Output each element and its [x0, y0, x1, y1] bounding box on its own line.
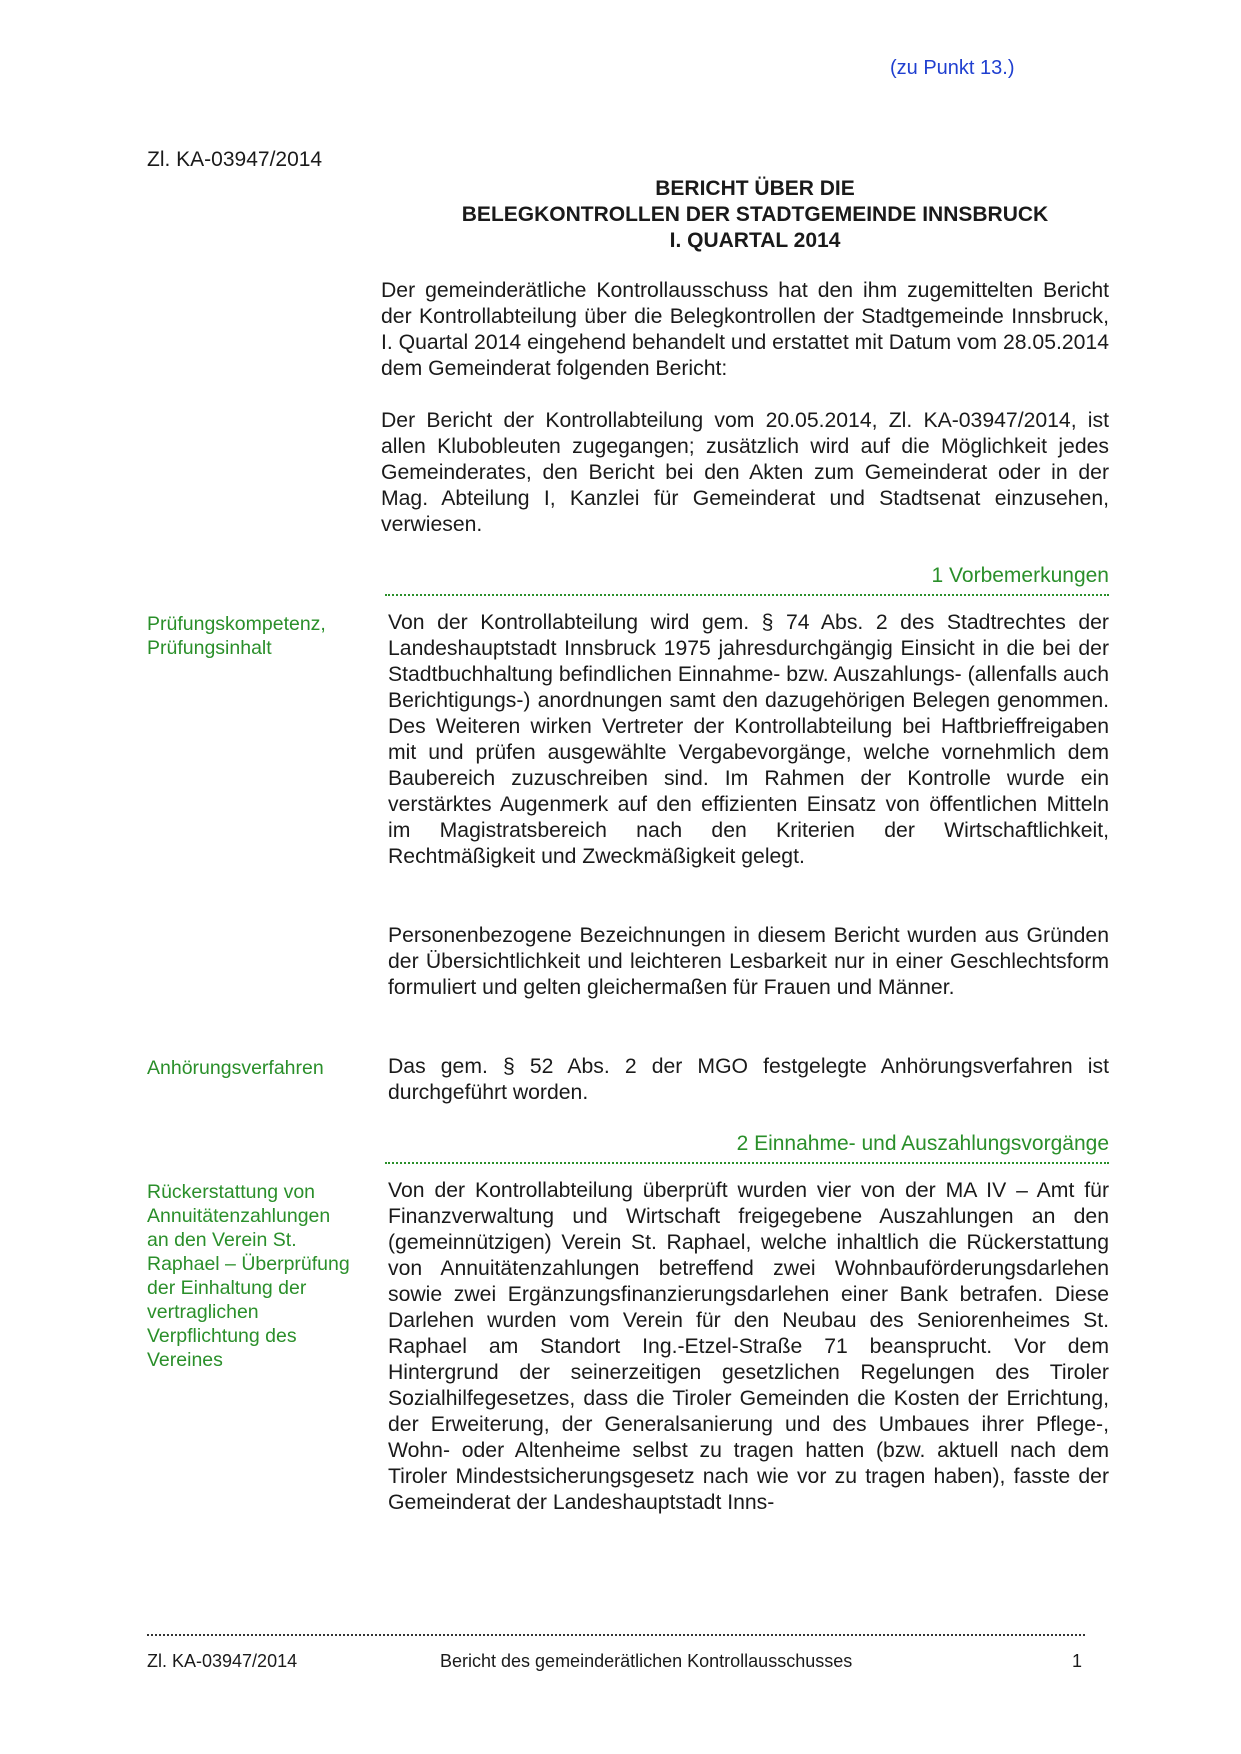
- file-reference: Zl. KA-03947/2014: [147, 148, 323, 171]
- footer-divider: [147, 1634, 1085, 1636]
- section-1-heading: 1 Vorbemerkungen: [385, 564, 1109, 596]
- intro-paragraph-1: Der gemeinderätliche Kontrollausschuss hat den ihm zugemittelten Bericht der Kontrollabteilung über die Belegkontrollen der Stadtgemeinde Innsbruck, I. Quartal 2014 eingehend behandelt und erstattet mit Datum vom 28.05.2014 dem Gemeinderat folgenden Bericht:: [381, 279, 1109, 380]
- margin-note-rueckerstattung: Rückerstattung von Annuitätenzahlungen an den Verein St. Raphael – Überprüfung der Einhaltung der vertraglichen Verpflichtung des Vereines: [147, 1181, 350, 1371]
- agenda-reference: (zu Punkt 13.): [890, 57, 1015, 79]
- section-1-paragraph-2: Personenbezogene Bezeichnungen in diesem Bericht wurden aus Gründen der Übersichtlichkeit und leichteren Lesbarkeit nur in einer Geschlechtsform formuliert und gelten gleichermaßen für Frauen und Männer.: [388, 924, 1109, 999]
- title-line-1: BERICHT ÜBER DIE: [655, 177, 855, 200]
- margin-note-anhoerungsverfahren: Anhörungsverfahren: [147, 1057, 324, 1079]
- section-1-paragraph-3: Das gem. § 52 Abs. 2 der MGO festgelegte Anhörungsverfahren ist durchgeführt worden.: [388, 1055, 1109, 1104]
- footer-title: Bericht des gemeinderätlichen Kontrollausschusses: [440, 1651, 853, 1671]
- section-2-paragraph-1: Von der Kontrollabteilung überprüft wurden vier von der MA IV – Amt für Finanzverwaltung und Wirtschaft freigegebene Auszahlungen an den (gemeinnützigen) Verein St. Raphael, welche inhaltlich die Rückerstattung von Annuitätenzahlungen betreffend zwei Wohnbauförderungsdarlehen sowie zwei Ergänzungsfinanzierungsdarlehen einer Bank betrafen. Diese Darlehen wurden vom Verein für den Neubau des Seniorenheimes St. Raphael am Standort Ing.-Etzel-Straße 71 beansprucht. Vor dem Hintergrund der seinerzeitigen gesetzlichen Regelungen des Tiroler Sozialhilfegesetzes, dass die Tiroler Gemeinden die Kosten der Errichtung, der Erweiterung, der Generalsanierung und des Umbaues ihrer Pflege-, Wohn- oder Altenheime selbst zu tragen hatten (bzw. aktuell nach dem Tiroler Mindestsicherungsgesetz nach wie vor zu tragen haben), fasste der Gemeinderat der Landeshauptstadt Inns-: [388, 1179, 1109, 1514]
- section-2-heading: 2 Einnahme- und Auszahlungsvorgänge: [385, 1132, 1109, 1164]
- intro-paragraph-2: Der Bericht der Kontrollabteilung vom 20.05.2014, Zl. KA-03947/2014, ist allen Klubobleuten zugegangen; zusätzlich wird auf die Möglichkeit jedes Gemeinderates, den Bericht bei den Akten zum Gemeinderat oder in der Mag. Abteilung I, Kanzlei für Gemeinderat und Stadtsenat einzusehen, verwiesen.: [381, 409, 1109, 536]
- footer-file-reference: Zl. KA-03947/2014: [147, 1651, 298, 1671]
- title-line-2: BELEGKONTROLLEN DER STADTGEMEINDE INNSBRUCK: [461, 203, 1049, 226]
- margin-note-pruefungskompetenz: Prüfungskompetenz, Prüfungsinhalt: [147, 613, 326, 659]
- page-number: 1: [1072, 1651, 1083, 1671]
- title-line-3: I. QUARTAL 2014: [669, 229, 841, 252]
- section-1-paragraph-1: Von der Kontrollabteilung wird gem. § 74 Abs. 2 des Stadtrechtes der Landeshauptstadt Innsbruck 1975 jahresdurchgängig Einsicht in die bei der Stadtbuchhaltung befindlichen Einnahme- bzw. Auszahlungs- (allenfalls auch Berichtigungs-) anordnungen samt den dazugehörigen Belegen genommen. Des Weiteren wirken Vertreter der Kontrollabteilung bei Haftbrieffreigaben mit und prüfen ausgewählte Vergabevorgänge, welche vornehmlich dem Baubereich zuzuschreiben sind. Im Rahmen der Kontrolle wurde ein verstärktes Augenmerk auf den effizienten Einsatz von öffentlichen Mitteln im Magistratsbereich nach den Kriterien der Wirtschaftlichkeit, Rechtmäßigkeit und Zweckmäßigkeit gelegt.: [388, 611, 1109, 868]
- document-title: [385, 176, 1125, 254]
